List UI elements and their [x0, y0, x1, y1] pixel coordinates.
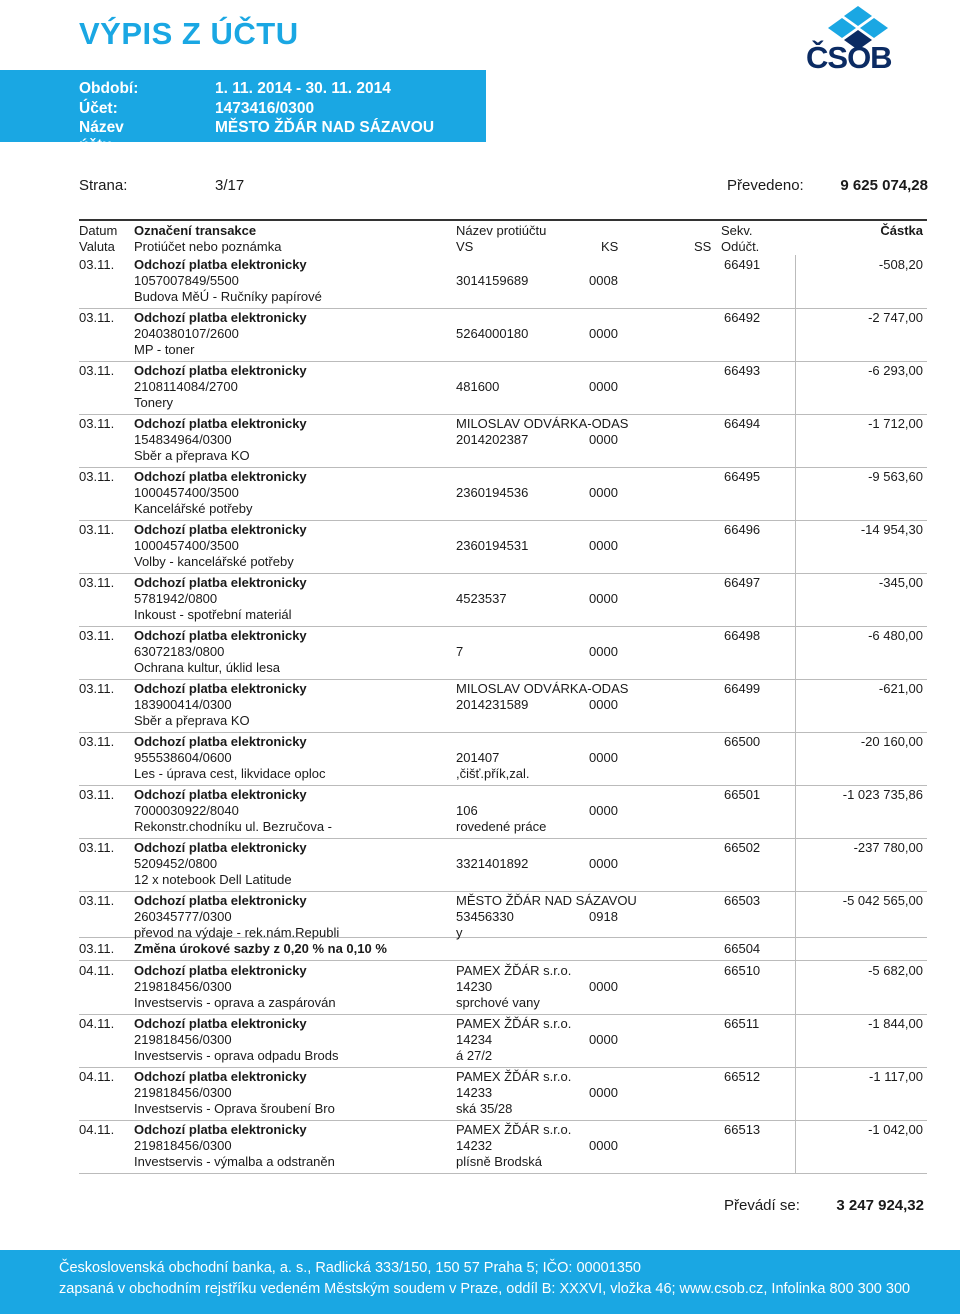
row-date: 03.11. [79, 893, 115, 908]
row-name: MĚSTO ŽĎÁR NAD SÁZAVOU [456, 893, 637, 908]
row-name: PAMEX ŽĎÁR s.r.o. [456, 963, 572, 978]
ucet-value: 1473416/0300 [215, 100, 315, 117]
row-type: Odchozí platba elektronicky [134, 575, 307, 590]
row-name: MILOSLAV ODVÁRKA-ODAS [456, 416, 629, 431]
row-account: 219818456/0300 [134, 979, 232, 994]
row-type: Odchozí platba elektronicky [134, 257, 307, 272]
row-type: Odchozí platba elektronicky [134, 1122, 307, 1137]
row-ks: 0000 [589, 326, 618, 341]
prevedeno-label: Převedeno: [727, 177, 804, 194]
obdobi-label: Období: [79, 80, 139, 97]
logo-text: ČSOB [806, 40, 892, 75]
row-ks: 0000 [589, 856, 618, 871]
col-valuta: Valuta [79, 239, 115, 254]
row-amount: -5 682,00 [868, 963, 923, 978]
row-date: 04.11. [79, 1016, 115, 1031]
row-vs: 4523537 [456, 591, 507, 606]
row-amount: -508,20 [878, 257, 923, 272]
row-account: 2108114084/2700 [134, 379, 238, 394]
row-ks: 0000 [589, 1032, 618, 1047]
row-sekv: 66495 [724, 469, 761, 484]
footer [0, 1250, 960, 1314]
col-ss: SS [694, 239, 712, 254]
col-datum: Datum [79, 223, 118, 238]
ucet-label: Účet: [79, 100, 118, 117]
row-date: 03.11. [79, 257, 115, 272]
row-type: Odchozí platba elektronicky [134, 310, 307, 325]
row-date: 03.11. [79, 469, 115, 484]
row-sekv: 66513 [724, 1122, 761, 1137]
col-oducet: Odúčt. [721, 239, 760, 254]
row-sekv: 66496 [724, 522, 761, 537]
row-note: Sběr a přeprava KO [134, 448, 250, 463]
row-amount: -1 117,00 [869, 1069, 923, 1084]
nazev-label: Název účtu: [79, 119, 124, 154]
row-date: 03.11. [79, 310, 115, 325]
row-account: 154834964/0300 [134, 432, 232, 447]
row-date: 03.11. [79, 941, 115, 956]
row-vs: 201407 [456, 750, 500, 765]
row-amount: -14 954,30 [860, 522, 923, 537]
row-note: Inkoust - spotřební materiál [134, 607, 292, 622]
table-row [79, 940, 927, 961]
row-ks: 0008 [589, 273, 618, 288]
row-sekv: 66497 [724, 575, 761, 590]
row-amount: -20 160,00 [860, 734, 923, 749]
row-ks: 0918 [589, 909, 618, 924]
account-info-box [0, 70, 486, 154]
strana-value: 3/17 [215, 177, 245, 194]
row-ks: 0000 [589, 432, 618, 447]
table-header [79, 219, 927, 255]
row-amount: -1 712,00 [868, 416, 923, 431]
row-note: Investservis - oprava a zaspárován [134, 995, 336, 1010]
row-type: Odchozí platba elektronicky [134, 787, 307, 802]
strana-label: Strana: [79, 177, 128, 194]
row-sekv: 66491 [724, 257, 761, 272]
row-note: Ochrana kultur, úklid lesa [134, 660, 280, 675]
row-type: Odchozí platba elektronicky [134, 1069, 307, 1084]
row-vs: 2360194531 [456, 538, 529, 553]
row-sekv: 66512 [724, 1069, 761, 1084]
row-date: 03.11. [79, 734, 115, 749]
row-type: Odchozí platba elektronicky [134, 840, 307, 855]
row-ks: 0000 [589, 1085, 618, 1100]
row-account: 219818456/0300 [134, 1085, 232, 1100]
obdobi-value: 1. 11. 2014 - 30. 11. 2014 [215, 80, 391, 97]
row-sekv: 66498 [724, 628, 761, 643]
table-row [79, 734, 927, 786]
table-row [79, 257, 927, 309]
row-ks: 0000 [589, 1138, 618, 1153]
row-sekv: 66503 [724, 893, 761, 908]
row-vs: 14234 [456, 1032, 493, 1047]
row-name-cont: ,čišť.přík,zal. [456, 766, 530, 781]
row-date: 03.11. [79, 681, 115, 696]
table-row [79, 522, 927, 574]
row-amount: -5 042 565,00 [842, 893, 923, 908]
row-amount: -1 023 735,86 [842, 787, 923, 802]
row-account: 5781942/0800 [134, 591, 218, 606]
row-name: PAMEX ŽĎÁR s.r.o. [456, 1122, 572, 1137]
table-row [79, 363, 927, 415]
row-ks: 0000 [589, 750, 618, 765]
row-sekv: 66504 [724, 941, 761, 956]
table-row [79, 893, 927, 938]
row-note: Volby - kancelářské potřeby [134, 554, 294, 569]
row-type: Odchozí platba elektronicky [134, 628, 307, 643]
footer-line-2: zapsaná v obchodním rejstříku vedeném Městským soudem v Praze, oddíl B: XXXVI, vložka 46; www.csob.cz, Infolinka 800 300 300 [59, 1281, 911, 1297]
row-ks: 0000 [589, 697, 618, 712]
table-row [79, 1016, 927, 1068]
row-sekv: 66502 [724, 840, 761, 855]
row-note: Investservis - Oprava šroubení Bro [134, 1101, 335, 1116]
row-type: Odchozí platba elektronicky [134, 363, 307, 378]
row-ks: 0000 [589, 644, 618, 659]
row-type: Odchozí platba elektronicky [134, 963, 307, 978]
row-name: MILOSLAV ODVÁRKA-ODAS [456, 681, 629, 696]
row-vs: 14232 [456, 1138, 493, 1153]
table-row [79, 681, 927, 733]
table-row [79, 416, 927, 468]
table-row [79, 628, 927, 680]
row-name-cont: á 27/2 [456, 1048, 493, 1063]
row-vs: 53456330 [456, 909, 514, 924]
row-ks: 0000 [589, 591, 618, 606]
row-ks: 0000 [589, 485, 618, 500]
table-row [79, 1069, 927, 1121]
row-date: 03.11. [79, 628, 115, 643]
row-date: 03.11. [79, 363, 115, 378]
row-sekv: 66493 [724, 363, 761, 378]
row-sekv: 66510 [724, 963, 761, 978]
row-name-cont: sprchové vany [456, 995, 540, 1010]
row-note: Budova MěÚ - Ručníky papírové [134, 289, 322, 304]
col-sekv: Sekv. [721, 223, 753, 238]
prevadi-value: 3 247 924,32 [836, 1197, 924, 1214]
row-amount: -6 480,00 [868, 628, 923, 643]
row-type: Odchozí platba elektronicky [134, 681, 307, 696]
table-row [79, 575, 927, 627]
row-amount: -237 780,00 [853, 840, 923, 855]
row-amount: -1 042,00 [868, 1122, 923, 1137]
row-note: Kancelářské potřeby [134, 501, 253, 516]
row-amount: -6 293,00 [868, 363, 923, 378]
row-note: Sběr a přeprava KO [134, 713, 250, 728]
table-row [79, 469, 927, 521]
row-date: 04.11. [79, 963, 115, 978]
row-ks: 0000 [589, 379, 618, 394]
row-name-cont: plísně Brodská [456, 1154, 542, 1169]
row-account: 63072183/0800 [134, 644, 225, 659]
row-note: Tonery [134, 395, 174, 410]
table-row [79, 787, 927, 839]
row-note: MP - toner [134, 342, 195, 357]
row-vs: 2014231589 [456, 697, 529, 712]
row-amount: -1 844,00 [868, 1016, 923, 1031]
table-row [79, 963, 927, 1015]
row-type: Odchozí platba elektronicky [134, 893, 307, 908]
prevadi-label: Převádí se: [724, 1197, 800, 1214]
row-date: 03.11. [79, 787, 115, 802]
row-sekv: 66492 [724, 310, 761, 325]
row-vs: 481600 [456, 379, 500, 394]
row-sekv: 66500 [724, 734, 761, 749]
row-ks: 0000 [589, 979, 618, 994]
row-vs: 5264000180 [456, 326, 529, 341]
row-vs: 7 [456, 644, 464, 659]
row-note: Investservis - oprava odpadu Brods [134, 1048, 339, 1063]
row-amount: -345,00 [878, 575, 923, 590]
row-vs: 14230 [456, 979, 493, 994]
row-account: 1000457400/3500 [134, 485, 239, 500]
page-title: VÝPIS Z ÚČTU [79, 16, 299, 51]
row-name-cont: y [456, 925, 463, 940]
row-account: 955538604/0600 [134, 750, 232, 765]
row-sekv: 66494 [724, 416, 761, 431]
table-row [79, 840, 927, 892]
col-oznaceni: Označení transakce [134, 223, 257, 238]
row-sekv: 66511 [724, 1016, 760, 1031]
row-note: Investservis - výmalba a odstraněn [134, 1154, 335, 1169]
row-date: 03.11. [79, 416, 115, 431]
row-type: Odchozí platba elektronicky [134, 469, 307, 484]
row-type: Odchozí platba elektronicky [134, 1016, 307, 1031]
row-type: Změna úrokové sazby z 0,20 % na 0,10 % [134, 941, 387, 956]
col-protiucet: Protiúčet nebo poznámka [134, 239, 282, 254]
row-name: PAMEX ŽĎÁR s.r.o. [456, 1016, 572, 1031]
row-type: Odchozí platba elektronicky [134, 522, 307, 537]
row-account: 7000030922/8040 [134, 803, 239, 818]
footer-line-1: Československá obchodní banka, a. s., Radlická 333/150, 150 57 Praha 5; IČO: 00001350 [59, 1260, 641, 1276]
row-vs: 2014202387 [456, 432, 529, 447]
row-amount: -9 563,60 [868, 469, 923, 484]
row-name: PAMEX ŽĎÁR s.r.o. [456, 1069, 572, 1084]
row-name-cont: rovedené práce [456, 819, 547, 834]
col-vs: VS [456, 239, 474, 254]
prevedeno-value: 9 625 074,28 [840, 177, 928, 194]
row-date: 03.11. [79, 575, 115, 590]
row-note: převod na výdaje - rek.nám.Republi [134, 925, 340, 940]
row-date: 04.11. [79, 1069, 115, 1084]
row-ks: 0000 [589, 803, 618, 818]
row-note: 12 x notebook Dell Latitude [134, 872, 292, 887]
row-type: Odchozí platba elektronicky [134, 416, 307, 431]
row-date: 03.11. [79, 522, 115, 537]
row-type: Odchozí platba elektronicky [134, 734, 307, 749]
row-note: Les - úprava cest, likvidace oploc [134, 766, 326, 781]
row-vs: 2360194536 [456, 485, 529, 500]
table-row [79, 310, 927, 362]
row-account: 219818456/0300 [134, 1138, 232, 1153]
row-date: 03.11. [79, 840, 115, 855]
row-account: 183900414/0300 [134, 697, 232, 712]
col-castka: Částka [880, 223, 923, 238]
row-account: 260345777/0300 [134, 909, 232, 924]
row-sekv: 66501 [724, 787, 761, 802]
col-nazev-protiuctu: Název protiúčtu [456, 223, 547, 238]
row-vs: 3321401892 [456, 856, 529, 871]
row-account: 2040380107/2600 [134, 326, 239, 341]
row-sekv: 66499 [724, 681, 761, 696]
nazev-value: MĚSTO ŽĎÁR NAD SÁZAVOU [215, 119, 435, 136]
row-date: 04.11. [79, 1122, 115, 1137]
row-ks: 0000 [589, 538, 618, 553]
row-vs: 14233 [456, 1085, 493, 1100]
row-name-cont: ská 35/28 [456, 1101, 513, 1116]
row-account: 1057007849/5500 [134, 273, 239, 288]
row-vs: 3014159689 [456, 273, 529, 288]
col-ks: KS [601, 239, 619, 254]
row-amount: -2 747,00 [868, 310, 923, 325]
row-amount: -621,00 [878, 681, 923, 696]
row-account: 5209452/0800 [134, 856, 218, 871]
table-row [79, 1122, 927, 1174]
row-account: 1000457400/3500 [134, 538, 239, 553]
row-note: Rekonstr.chodníku ul. Bezručova - [134, 819, 332, 834]
row-account: 219818456/0300 [134, 1032, 232, 1047]
row-vs: 106 [456, 803, 478, 818]
